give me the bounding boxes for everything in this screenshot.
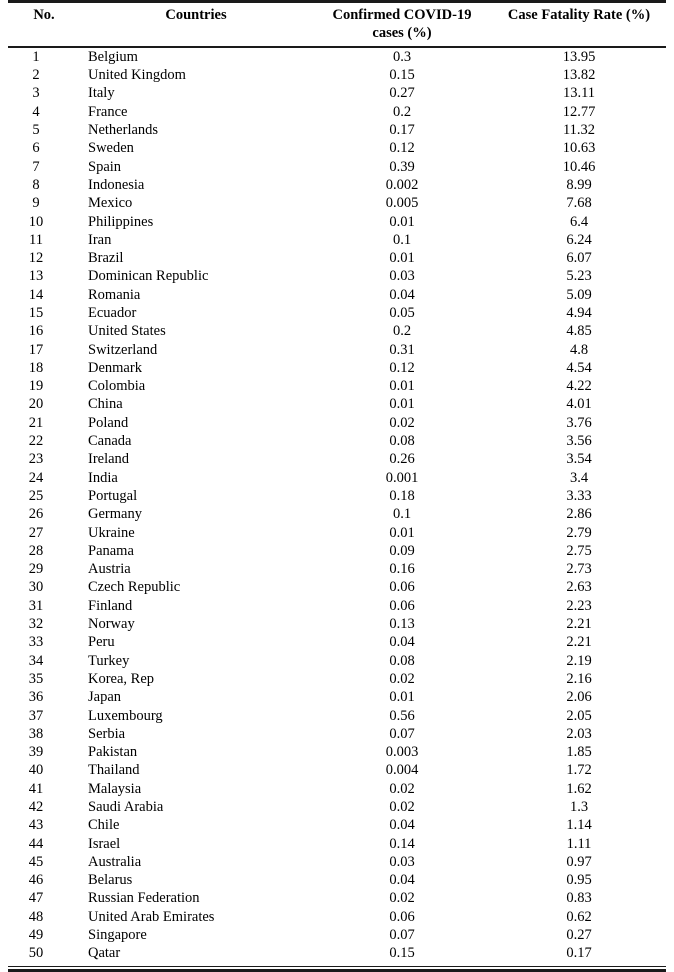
- cell-country: United States: [88, 323, 166, 340]
- table-row: [8, 158, 666, 176]
- table-row: [8, 835, 666, 853]
- cell-cases: 0.02: [389, 780, 415, 797]
- cell-cases: 0.07: [389, 927, 415, 944]
- cell-no: 20: [28, 396, 44, 413]
- table-row: [8, 231, 666, 249]
- cell-country: Italy: [88, 85, 115, 102]
- cell-no: 2: [32, 67, 40, 84]
- cell-country: Denmark: [88, 359, 142, 376]
- cell-cfr: 2.23: [566, 597, 592, 614]
- cell-country: Malaysia: [88, 780, 142, 797]
- cell-no: 27: [28, 524, 44, 541]
- cell-country: Belarus: [88, 872, 133, 889]
- cell-country: Pakistan: [88, 744, 138, 761]
- cell-cases: 0.02: [389, 890, 415, 907]
- cell-no: 32: [28, 616, 44, 633]
- cell-country: Peru: [88, 634, 115, 651]
- table-row: [8, 871, 666, 889]
- cell-cases: 0.1: [392, 506, 412, 523]
- cell-country: Panama: [88, 542, 134, 559]
- cell-cfr: 3.4: [569, 469, 589, 486]
- cell-country: Brazil: [88, 250, 124, 267]
- cell-no: 45: [28, 853, 44, 870]
- cell-no: 24: [28, 469, 44, 486]
- cell-cases: 0.04: [389, 817, 415, 834]
- table-row: [8, 707, 666, 725]
- table-body: [8, 47, 666, 963]
- cell-cfr: 0.83: [566, 890, 592, 907]
- cell-no: 14: [28, 286, 44, 303]
- cell-country: Iran: [88, 231, 112, 248]
- table-row: [8, 432, 666, 450]
- cell-no: 21: [28, 414, 44, 431]
- cell-cases: 0.03: [389, 268, 415, 285]
- cell-cfr: 2.19: [566, 652, 592, 669]
- cell-country: Indonesia: [88, 176, 145, 193]
- cell-no: 17: [28, 341, 44, 358]
- table-row: [8, 213, 666, 231]
- cell-cases: 0.004: [385, 762, 419, 779]
- cell-cases: 0.26: [389, 451, 415, 468]
- cell-cfr: 4.85: [566, 323, 592, 340]
- cell-cases: 0.05: [389, 304, 415, 321]
- table-row: [8, 359, 666, 377]
- cell-no: 42: [28, 799, 44, 815]
- cell-country: Turkey: [88, 652, 130, 669]
- table-row: [8, 579, 666, 597]
- cell-cases: 0.06: [389, 579, 415, 596]
- cell-cfr: 4.8: [569, 341, 589, 358]
- cell-country: Dominican Republic: [88, 268, 209, 285]
- cell-cases: 0.12: [389, 140, 415, 157]
- cell-cases: 0.06: [389, 597, 415, 614]
- cell-country: China: [88, 396, 123, 413]
- cell-country: Serbia: [88, 725, 126, 742]
- table-bottom-rule-thin: [8, 966, 666, 967]
- cell-country: Czech Republic: [88, 579, 181, 596]
- cell-cases: 0.56: [389, 707, 415, 724]
- cell-cases: 0.04: [389, 286, 415, 303]
- cell-cases: 0.12: [389, 359, 415, 376]
- table-row: [8, 139, 666, 157]
- cell-no: 25: [28, 487, 44, 504]
- cell-no: 4: [32, 103, 40, 120]
- cell-cfr: 0.97: [566, 853, 592, 870]
- cell-country: Saudi Arabia: [88, 799, 164, 815]
- column-header-confirmed-cases-line2: cases (%): [372, 24, 432, 41]
- cell-country: Canada: [88, 433, 132, 450]
- table-row: [8, 633, 666, 651]
- table-row: [8, 249, 666, 267]
- cell-country: Ecuador: [88, 304, 137, 321]
- cell-no: 9: [32, 195, 40, 212]
- cell-country: Philippines: [88, 213, 154, 230]
- cell-country: Russian Federation: [88, 890, 200, 907]
- cell-country: Norway: [88, 616, 135, 633]
- column-header-case-fatality-rate: Case Fatality Rate (%): [492, 2, 666, 47]
- cell-cases: 0.09: [389, 542, 415, 559]
- cell-cases: 0.06: [389, 908, 415, 925]
- table-row: [8, 414, 666, 432]
- cell-cases: 0.03: [389, 853, 415, 870]
- cell-cases: 0.2: [392, 103, 412, 120]
- cell-cases: 0.3: [392, 48, 412, 65]
- cell-cfr: 2.79: [566, 524, 592, 541]
- cell-cfr: 2.75: [566, 542, 592, 559]
- table-row: [8, 725, 666, 743]
- cell-no: 18: [28, 359, 44, 376]
- cell-no: 5: [32, 122, 40, 139]
- cell-no: 33: [28, 634, 44, 651]
- cell-country: Australia: [88, 853, 142, 870]
- table-row: [8, 341, 666, 359]
- cell-country: France: [88, 103, 128, 120]
- cell-cfr: 6.24: [566, 231, 592, 248]
- column-header-confirmed-cases-line1: Confirmed COVID-19: [332, 7, 472, 23]
- cell-cfr: 2.73: [566, 561, 592, 578]
- cell-no: 22: [28, 433, 44, 450]
- cell-no: 26: [28, 506, 44, 523]
- cell-cases: 0.1: [392, 231, 412, 248]
- cell-country: United Arab Emirates: [88, 908, 215, 925]
- cell-cases: 0.002: [385, 176, 419, 193]
- table-row: [8, 890, 666, 908]
- table-row: [8, 487, 666, 505]
- cell-cfr: 4.54: [566, 359, 592, 376]
- cell-cfr: 8.99: [566, 176, 592, 193]
- cell-country: Germany: [88, 506, 142, 523]
- table-row: [8, 652, 666, 670]
- cell-cfr: 2.63: [566, 579, 592, 596]
- table-row: [8, 615, 666, 633]
- cell-cases: 0.2: [392, 323, 412, 340]
- cell-no: 28: [28, 542, 44, 559]
- cell-country: Netherlands: [88, 122, 159, 139]
- cell-cases: 0.01: [389, 378, 415, 395]
- cell-country: Singapore: [88, 927, 147, 944]
- cell-no: 41: [28, 780, 44, 797]
- table-row: [8, 597, 666, 615]
- cell-country: Chile: [88, 817, 120, 834]
- cell-no: 23: [28, 451, 44, 468]
- table-row: [8, 780, 666, 798]
- cell-cases: 0.08: [389, 652, 415, 669]
- cell-cfr: 6.4: [569, 213, 589, 230]
- cell-no: 31: [28, 597, 44, 614]
- cell-no: 38: [28, 725, 44, 742]
- cell-cfr: 0.95: [566, 872, 592, 889]
- table-row: [8, 688, 666, 706]
- table-row: [8, 505, 666, 523]
- cell-cases: 0.005: [385, 195, 419, 212]
- cell-no: 8: [32, 176, 40, 193]
- table-row: [8, 377, 666, 395]
- cell-cfr: 3.54: [566, 451, 592, 468]
- cell-cases: 0.15: [389, 67, 415, 84]
- cell-cfr: 0.27: [566, 927, 592, 944]
- cell-country: Belgium: [88, 48, 138, 65]
- cell-cfr: 2.16: [566, 670, 592, 687]
- cell-cases: 0.04: [389, 634, 415, 651]
- table-row: [8, 743, 666, 761]
- cell-cases: 0.27: [389, 85, 415, 102]
- cell-no: 30: [28, 579, 44, 596]
- cell-country: Portugal: [88, 487, 138, 504]
- table-row: [8, 304, 666, 322]
- cell-cfr: 2.05: [566, 707, 592, 724]
- table-row: [8, 560, 666, 578]
- cell-cfr: 3.33: [566, 487, 592, 504]
- table-row: [8, 944, 666, 962]
- cell-cfr: 10.46: [562, 158, 596, 175]
- cell-cases: 0.02: [389, 670, 415, 687]
- cell-no: 29: [28, 561, 44, 578]
- cell-cfr: 1.62: [566, 780, 592, 797]
- table-row: [8, 47, 666, 66]
- table-row: [8, 853, 666, 871]
- cell-cases: 0.01: [389, 689, 415, 706]
- cell-no: 1: [32, 48, 40, 65]
- cell-cfr: 2.21: [566, 634, 592, 651]
- table-row: [8, 396, 666, 414]
- cell-cfr: 3.76: [566, 414, 592, 431]
- table-row: [8, 542, 666, 560]
- table-row: [8, 450, 666, 468]
- cell-no: 6: [32, 140, 40, 157]
- cell-no: 12: [28, 250, 44, 267]
- cell-cases: 0.003: [385, 744, 419, 761]
- cell-country: Thailand: [88, 762, 140, 779]
- table-row: [8, 286, 666, 304]
- cell-country: Spain: [88, 158, 122, 175]
- cell-cases: 0.13: [389, 616, 415, 633]
- column-header-countries: Countries: [80, 2, 312, 47]
- cell-cfr: 10.63: [562, 140, 596, 157]
- cell-country: Qatar: [88, 945, 121, 962]
- cell-no: 35: [28, 670, 44, 687]
- table-row: [8, 908, 666, 926]
- table-row: [8, 926, 666, 944]
- cell-cases: 0.16: [389, 561, 415, 578]
- cell-cfr: 0.17: [566, 945, 592, 962]
- cell-country: United Kingdom: [88, 67, 186, 84]
- cell-cases: 0.01: [389, 396, 415, 413]
- cell-country: Sweden: [88, 140, 134, 157]
- cell-cfr: 4.01: [566, 396, 592, 413]
- cell-no: 15: [28, 304, 44, 321]
- covid-statistics-table: [8, 0, 666, 963]
- table-bottom-rule-thick: [8, 969, 666, 972]
- table-row: [8, 762, 666, 780]
- cell-country: India: [88, 469, 118, 486]
- cell-no: 48: [28, 908, 44, 925]
- cell-cfr: 6.07: [566, 250, 592, 267]
- cell-cfr: 1.14: [566, 817, 592, 834]
- cell-cases: 0.31: [389, 341, 415, 358]
- cell-cases: 0.02: [389, 799, 415, 815]
- cell-no: 37: [28, 707, 44, 724]
- cell-cfr: 1.72: [566, 762, 592, 779]
- cell-cases: 0.14: [389, 835, 415, 852]
- cell-cfr: 2.03: [566, 725, 592, 742]
- cell-country: Japan: [88, 689, 122, 706]
- cell-country: Colombia: [88, 378, 146, 395]
- cell-cfr: 0.62: [566, 908, 592, 925]
- cell-cfr: 13.95: [562, 48, 596, 65]
- cell-no: 10: [28, 213, 44, 230]
- cell-country: Korea, Rep: [88, 670, 155, 687]
- table-row: [8, 121, 666, 139]
- cell-country: Mexico: [88, 195, 133, 212]
- cell-cfr: 5.23: [566, 268, 592, 285]
- cell-country: Luxembourg: [88, 707, 163, 724]
- table-row: [8, 194, 666, 212]
- table-row: [8, 268, 666, 286]
- cell-cfr: 3.56: [566, 433, 592, 450]
- cell-cases: 0.01: [389, 213, 415, 230]
- table-row: [8, 816, 666, 834]
- cell-cases: 0.17: [389, 122, 415, 139]
- cell-cfr: 4.22: [566, 378, 592, 395]
- table-row: [8, 103, 666, 121]
- cell-cfr: 7.68: [566, 195, 592, 212]
- table-row: [8, 85, 666, 103]
- cell-country: Ukraine: [88, 524, 135, 541]
- cell-cases: 0.01: [389, 250, 415, 267]
- table-row: [8, 524, 666, 542]
- cell-cfr: 11.32: [562, 122, 596, 139]
- cell-country: Switzerland: [88, 341, 158, 358]
- table-row: [8, 670, 666, 688]
- cell-no: 36: [28, 689, 44, 706]
- table-header-row: [8, 2, 666, 47]
- cell-no: 7: [32, 158, 40, 175]
- cell-cfr: 2.86: [566, 506, 592, 523]
- cell-cfr: 1.85: [566, 744, 592, 761]
- cell-no: 49: [28, 927, 44, 944]
- column-header-confirmed-cases: [312, 2, 492, 47]
- cell-country: Austria: [88, 561, 131, 578]
- table-row: [8, 322, 666, 340]
- cell-no: 50: [28, 945, 44, 962]
- cell-country: Romania: [88, 286, 141, 303]
- table-row: [8, 176, 666, 194]
- cell-cfr: 4.94: [566, 304, 592, 321]
- cell-cfr: 12.77: [562, 103, 596, 120]
- cell-cfr: 1.3: [569, 799, 589, 815]
- cell-no: 47: [28, 890, 44, 907]
- table-row: [8, 469, 666, 487]
- cell-cases: 0.39: [389, 158, 415, 175]
- cell-cases: 0.001: [385, 469, 419, 486]
- cell-cfr: 5.09: [566, 286, 592, 303]
- cell-cases: 0.02: [389, 414, 415, 431]
- cell-no: 43: [28, 817, 44, 834]
- cell-country: Poland: [88, 414, 129, 431]
- cell-cases: 0.18: [389, 487, 415, 504]
- cell-country: Ireland: [88, 451, 130, 468]
- cell-cases: 0.04: [389, 872, 415, 889]
- table-row: [8, 798, 666, 816]
- column-header-no: No.: [8, 2, 80, 47]
- cell-country: Israel: [88, 835, 121, 852]
- cell-cases: 0.15: [389, 945, 415, 962]
- cell-no: 11: [29, 231, 43, 248]
- cell-cfr: 13.82: [562, 67, 596, 84]
- cell-no: 34: [28, 652, 44, 669]
- cell-country: Finland: [88, 597, 133, 614]
- cell-cases: 0.08: [389, 433, 415, 450]
- cell-no: 39: [28, 744, 44, 761]
- cell-no: 46: [28, 872, 44, 889]
- cell-no: 3: [32, 85, 40, 102]
- cell-cases: 0.07: [389, 725, 415, 742]
- table-header: [8, 2, 666, 47]
- cell-no: 44: [28, 835, 44, 852]
- cell-no: 40: [28, 762, 44, 779]
- cell-cases: 0.01: [389, 524, 415, 541]
- table-row: [8, 66, 666, 84]
- cell-cfr: 2.21: [566, 616, 592, 633]
- cell-cfr: 1.11: [566, 835, 592, 852]
- cell-cfr: 2.06: [566, 689, 592, 706]
- cell-no: 13: [28, 268, 44, 285]
- cell-cfr: 13.11: [562, 85, 596, 102]
- cell-no: 19: [28, 378, 44, 395]
- cell-no: 16: [28, 323, 44, 340]
